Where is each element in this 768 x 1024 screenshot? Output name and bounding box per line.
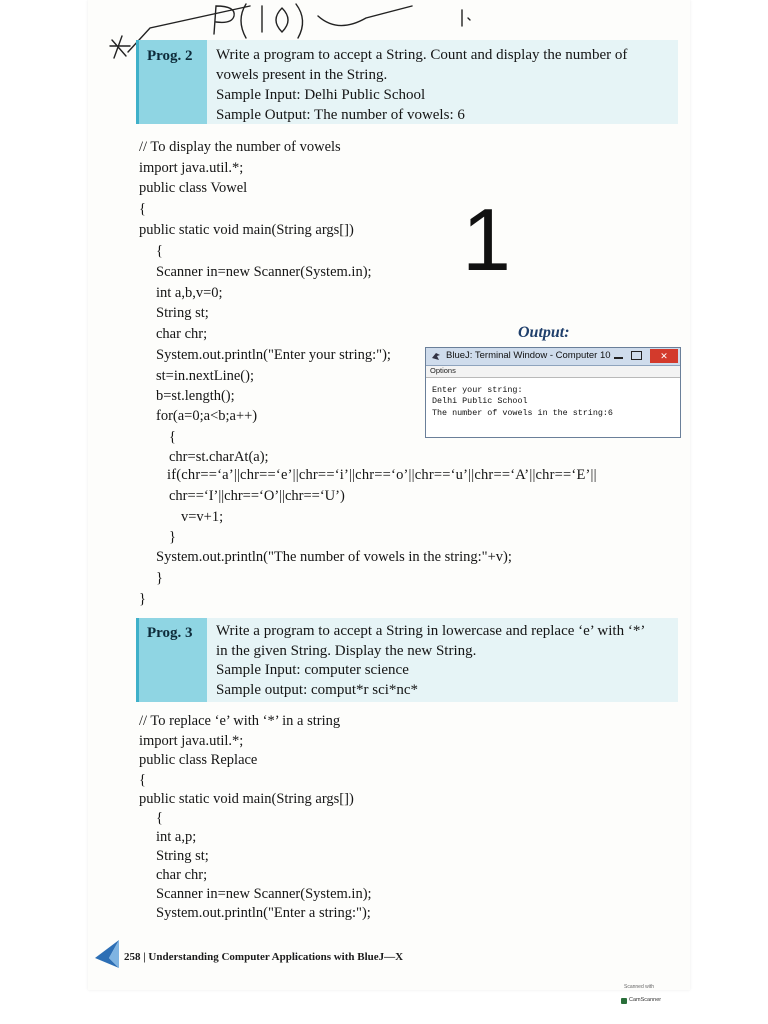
prog3-question-line: Write a program to accept a String in lowercase and replace ‘e’ with ‘*’ — [216, 623, 646, 639]
prog2-code-line: v=v+1; — [181, 509, 224, 525]
prog2-code-line: public class Vowel — [139, 180, 248, 196]
prog2-code-line: public static void main(String args[]) — [139, 222, 354, 238]
bluej-bird-icon — [431, 351, 441, 361]
prog2-code-line: { — [156, 243, 163, 259]
prog3-code-line: System.out.println("Enter a string:"); — [156, 905, 371, 921]
scanner-brand: CamScanner — [629, 997, 662, 1003]
prog2-code-line: // To display the number of vowels — [139, 139, 341, 155]
prog2-sample-input: Sample Input: Delhi Public School — [216, 87, 426, 103]
terminal-window — [425, 347, 681, 438]
handwritten-wave — [318, 6, 412, 26]
terminal-output-line: Delhi Public School — [432, 396, 528, 406]
terminal-output-line: The number of vowels in the string:6 — [432, 408, 613, 418]
big-page-number: 1 — [462, 190, 511, 289]
prog3-code-line: int a,p; — [156, 829, 197, 845]
prog2-code-line: } — [139, 591, 146, 607]
handwritten-close-paren — [296, 4, 303, 38]
prog2-sample-output: Sample Output: The number of vowels: 6 — [216, 107, 465, 123]
maximize-icon[interactable] — [631, 351, 642, 360]
prog3-code-line: Scanner in=new Scanner(System.in); — [156, 886, 372, 902]
prog2-label: Prog. 2 — [147, 48, 193, 64]
output-label: Output: — [518, 324, 570, 341]
close-icon[interactable]: ✕ — [650, 349, 678, 363]
prog2-code-line: char chr; — [156, 326, 208, 342]
handwritten-digit-0 — [276, 8, 288, 32]
minimize-icon[interactable] — [614, 357, 623, 359]
prog2-code-line: System.out.println("The number of vowels in the string:"+v); — [156, 549, 512, 565]
prog2-code-line: chr==‘I’||chr==‘O’||chr==‘U’) — [169, 488, 345, 504]
terminal-output-line: Enter your string: — [432, 385, 523, 395]
scanner-caption: Scanned with — [623, 984, 655, 990]
prog3-code-line: // To replace ‘e’ with ‘*’ in a string — [139, 713, 341, 729]
prog3-code-line: public static void main(String args[]) — [139, 791, 354, 807]
prog3-question-line: in the given String. Display the new String. — [216, 643, 477, 659]
prog3-code-line: char chr; — [156, 867, 208, 883]
terminal-title-bar[interactable] — [426, 348, 680, 366]
scanner-watermark — [619, 984, 662, 1014]
prog2-code-line: st=in.nextLine(); — [156, 368, 254, 384]
handwritten-star-icon — [110, 36, 130, 58]
prog2-code-line: { — [169, 429, 176, 445]
prog3-code-line: { — [156, 810, 163, 826]
footer-arrow-icon — [93, 938, 121, 970]
handwritten-open-paren — [241, 4, 246, 38]
prog2-code-line: { — [139, 201, 146, 217]
prog3-code-line: public class Replace — [139, 752, 258, 768]
prog2-code-line: int a,b,v=0; — [156, 285, 223, 301]
prog2-question-line: Write a program to accept a String. Count and display the number of — [216, 47, 628, 63]
prog2-code-line: } — [156, 570, 163, 586]
prog3-code-line: String st; — [156, 848, 209, 864]
prog2-code-line: chr=st.charAt(a); — [169, 449, 269, 465]
prog3-code-line: { — [139, 772, 146, 788]
prog2-code-line: } — [169, 529, 176, 545]
prog3-sample-input: Sample Input: computer science — [216, 662, 409, 678]
menu-options[interactable]: Options — [430, 366, 456, 375]
terminal-menu-bar — [426, 366, 680, 378]
terminal-title: BlueJ: Terminal Window - Computer 10 — [446, 350, 611, 361]
prog2-code-line: System.out.println("Enter your string:"); — [156, 347, 391, 363]
prog3-sample-output: Sample output: comput*r sci*nc* — [216, 682, 419, 698]
page-footer: 258 | Understanding Computer Applications with BlueJ—X — [124, 951, 404, 963]
prog2-code-line: import java.util.*; — [139, 160, 244, 176]
handwritten-page-mark — [462, 10, 470, 26]
prog2-code-line: String st; — [156, 305, 209, 321]
prog2-code-line: for(a=0;a<b;a++) — [156, 408, 258, 424]
prog3-label: Prog. 3 — [147, 625, 193, 641]
prog3-code-line: import java.util.*; — [139, 733, 244, 749]
prog2-code-line: b=st.length(); — [156, 388, 235, 404]
prog2-code-line: Scanner in=new Scanner(System.in); — [156, 264, 372, 280]
prog2-code-line: if(chr==‘a’||chr==‘e’||chr==‘i’||chr==‘o’||chr==‘u’||chr==‘A’||chr==‘E’|| — [167, 467, 597, 483]
prog2-question-line: vowels present in the String. — [216, 67, 388, 83]
